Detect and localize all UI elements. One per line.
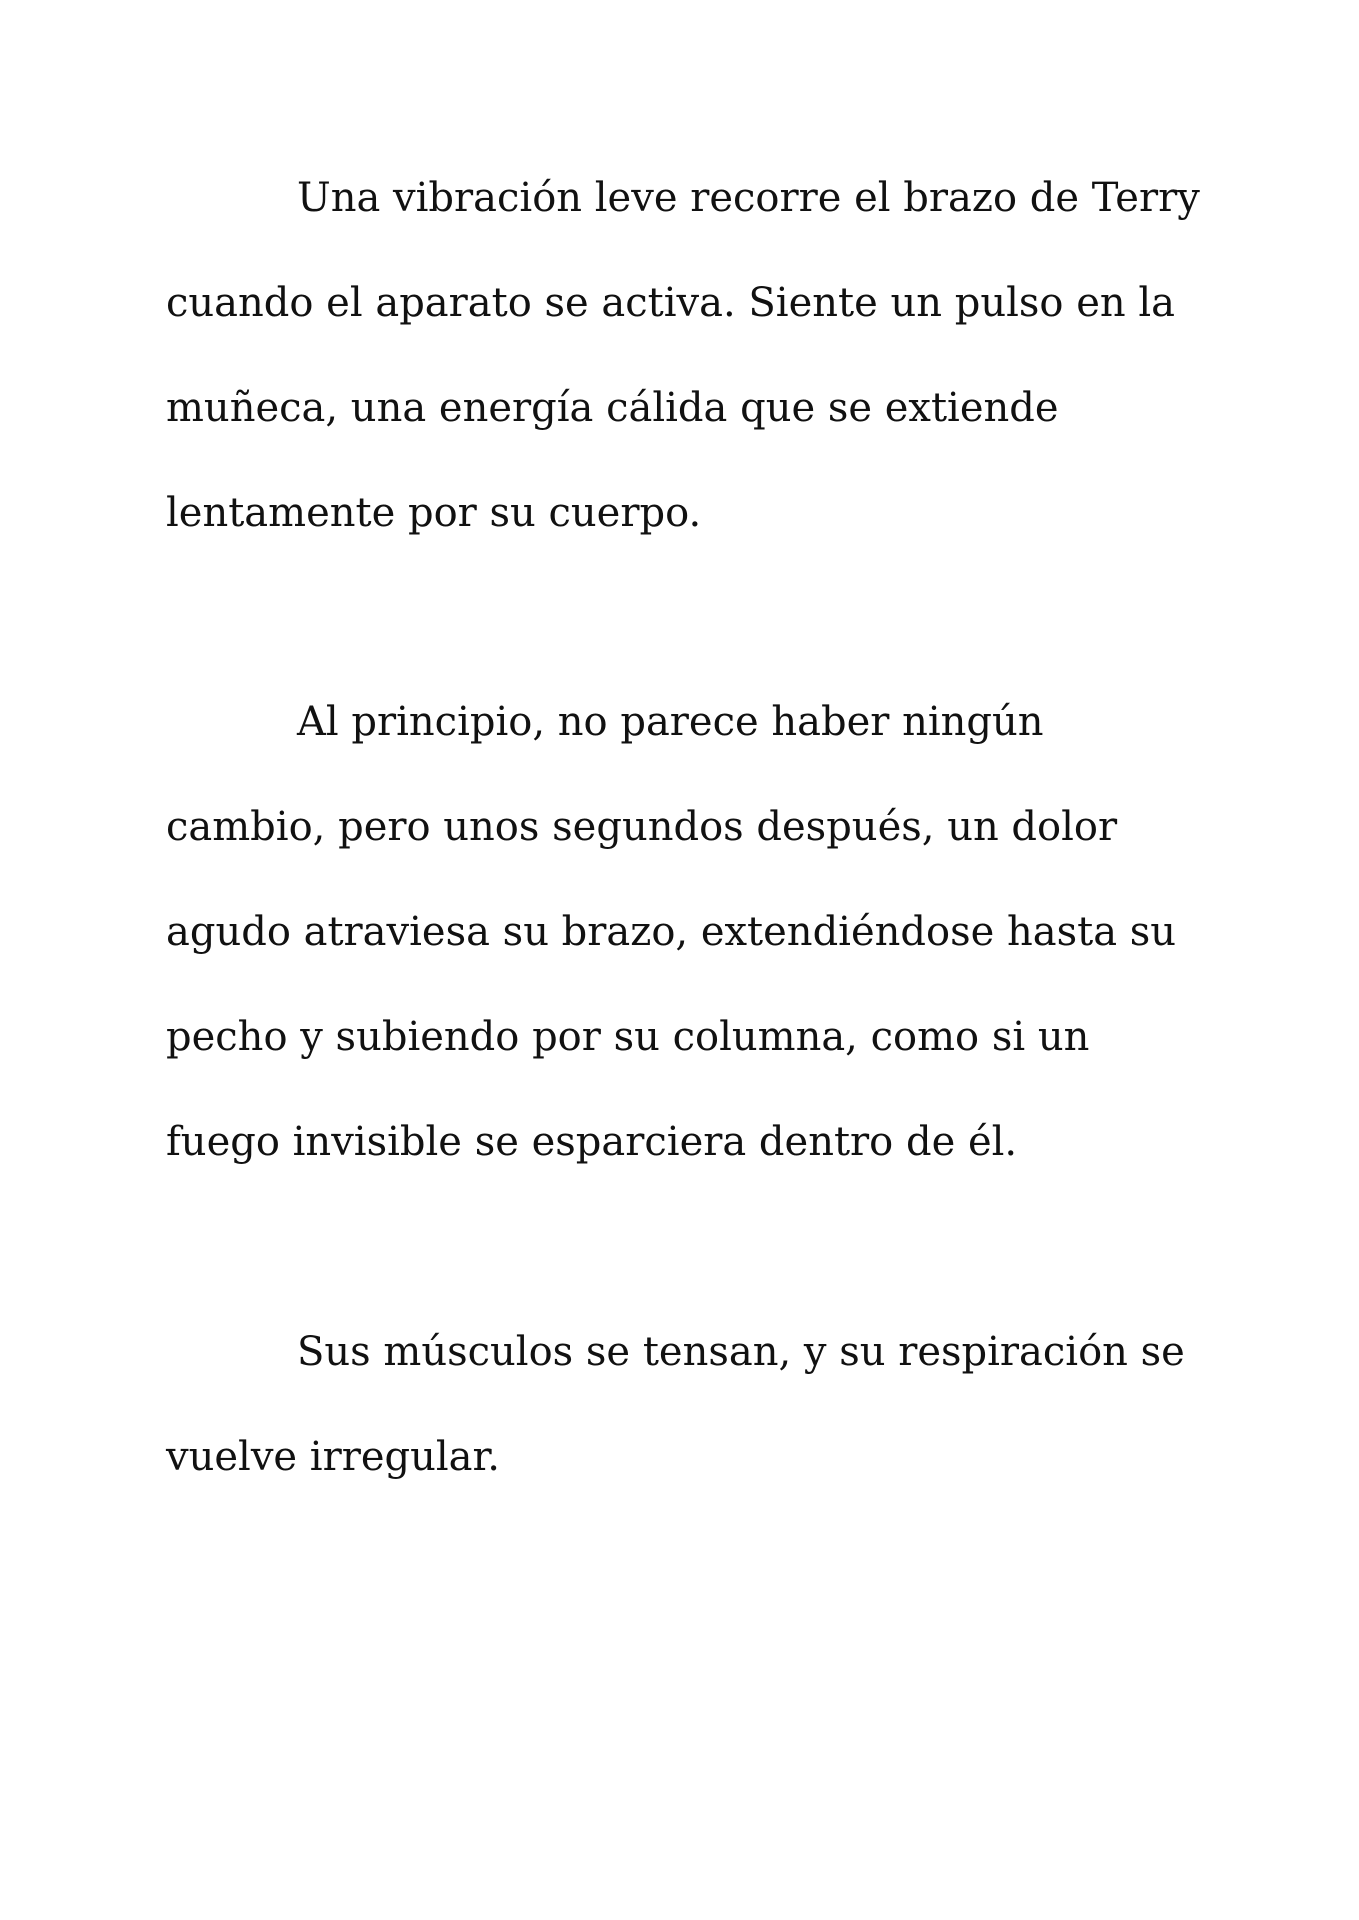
paragraph-line: pecho y subiendo por su columna, como si un: [166, 1014, 1090, 1060]
paragraph-line: cambio, pero unos segundos después, un dolor: [166, 804, 1118, 850]
paragraph-line: fuego invisible se esparciera dentro de él.: [166, 1119, 1018, 1165]
paragraph-line: Una vibración leve recorre el brazo de Terry: [297, 175, 1200, 221]
paragraph-line: agudo atraviesa su brazo, extendiéndose hasta su: [166, 909, 1177, 955]
paragraph-line: lentamente por su cuerpo.: [166, 490, 702, 536]
paragraph-line: Sus músculos se tensan, y su respiración se: [297, 1329, 1185, 1375]
paragraph-line: vuelve irregular.: [166, 1434, 500, 1480]
paragraph-line: muñeca, una energía cálida que se extiende: [166, 385, 1059, 431]
paragraph-line: cuando el aparato se activa. Siente un pulso en la: [166, 280, 1176, 326]
paragraph-line: Al principio, no parece haber ningún: [297, 699, 1044, 745]
